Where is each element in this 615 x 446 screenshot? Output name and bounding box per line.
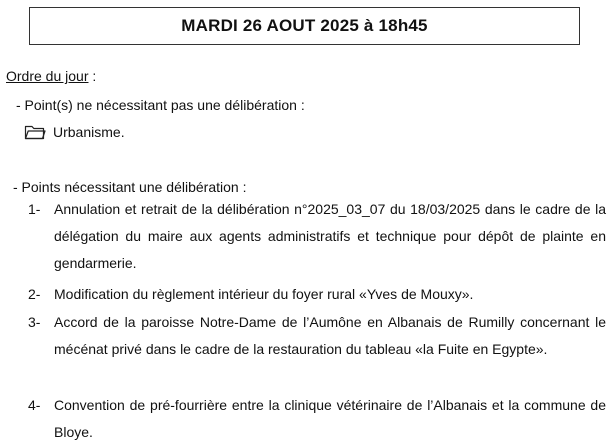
agenda-item-text: Modification du règlement intérieur du foyer rural «Yves de Mouxy». (54, 286, 474, 302)
agenda-item (28, 392, 606, 446)
agenda-item-number: 3- (28, 314, 41, 330)
page-title: MARDI 26 AOUT 2025 à 18h45 (181, 16, 428, 35)
agenda-label-suffix: : (88, 68, 97, 84)
list-item-urbanisme (24, 123, 125, 141)
title-box (29, 7, 580, 45)
agenda-item-number: 4- (28, 397, 41, 413)
agenda-heading (6, 67, 96, 85)
agenda-item-number: 2- (28, 286, 41, 302)
agenda-label: Ordre du jour (6, 68, 89, 84)
list-item-label: Urbanisme. (53, 124, 125, 140)
section-no-deliberation-heading: - Point(s) ne nécessitant pas une délibération : (16, 97, 305, 113)
agenda-item (28, 309, 606, 363)
agenda-item-text: Annulation et retrait de la délibération n°2025_03_07 du 18/03/2025 dans le cadre de la délégation du maire aux agents administratifs et technique pour dépôt de plainte en gendarmerie. (54, 201, 606, 271)
agenda-item-text: Convention de pré-fourrière entre la clinique vétérinaire de l’Albanais et la commune de Bloye. (54, 397, 606, 440)
agenda-item (28, 281, 606, 308)
agenda-item (28, 196, 606, 277)
section-deliberation-heading: - Points nécessitant une délibération : (13, 179, 247, 195)
agenda-item-number: 1- (28, 201, 41, 217)
folder-icon (24, 124, 46, 140)
agenda-item-text: Accord de la paroisse Notre-Dame de l’Aumône en Albanais de Rumilly concernant le mécénat privé dans le cadre de la restauration du tableau «la Fuite en Egypte». (54, 314, 606, 357)
